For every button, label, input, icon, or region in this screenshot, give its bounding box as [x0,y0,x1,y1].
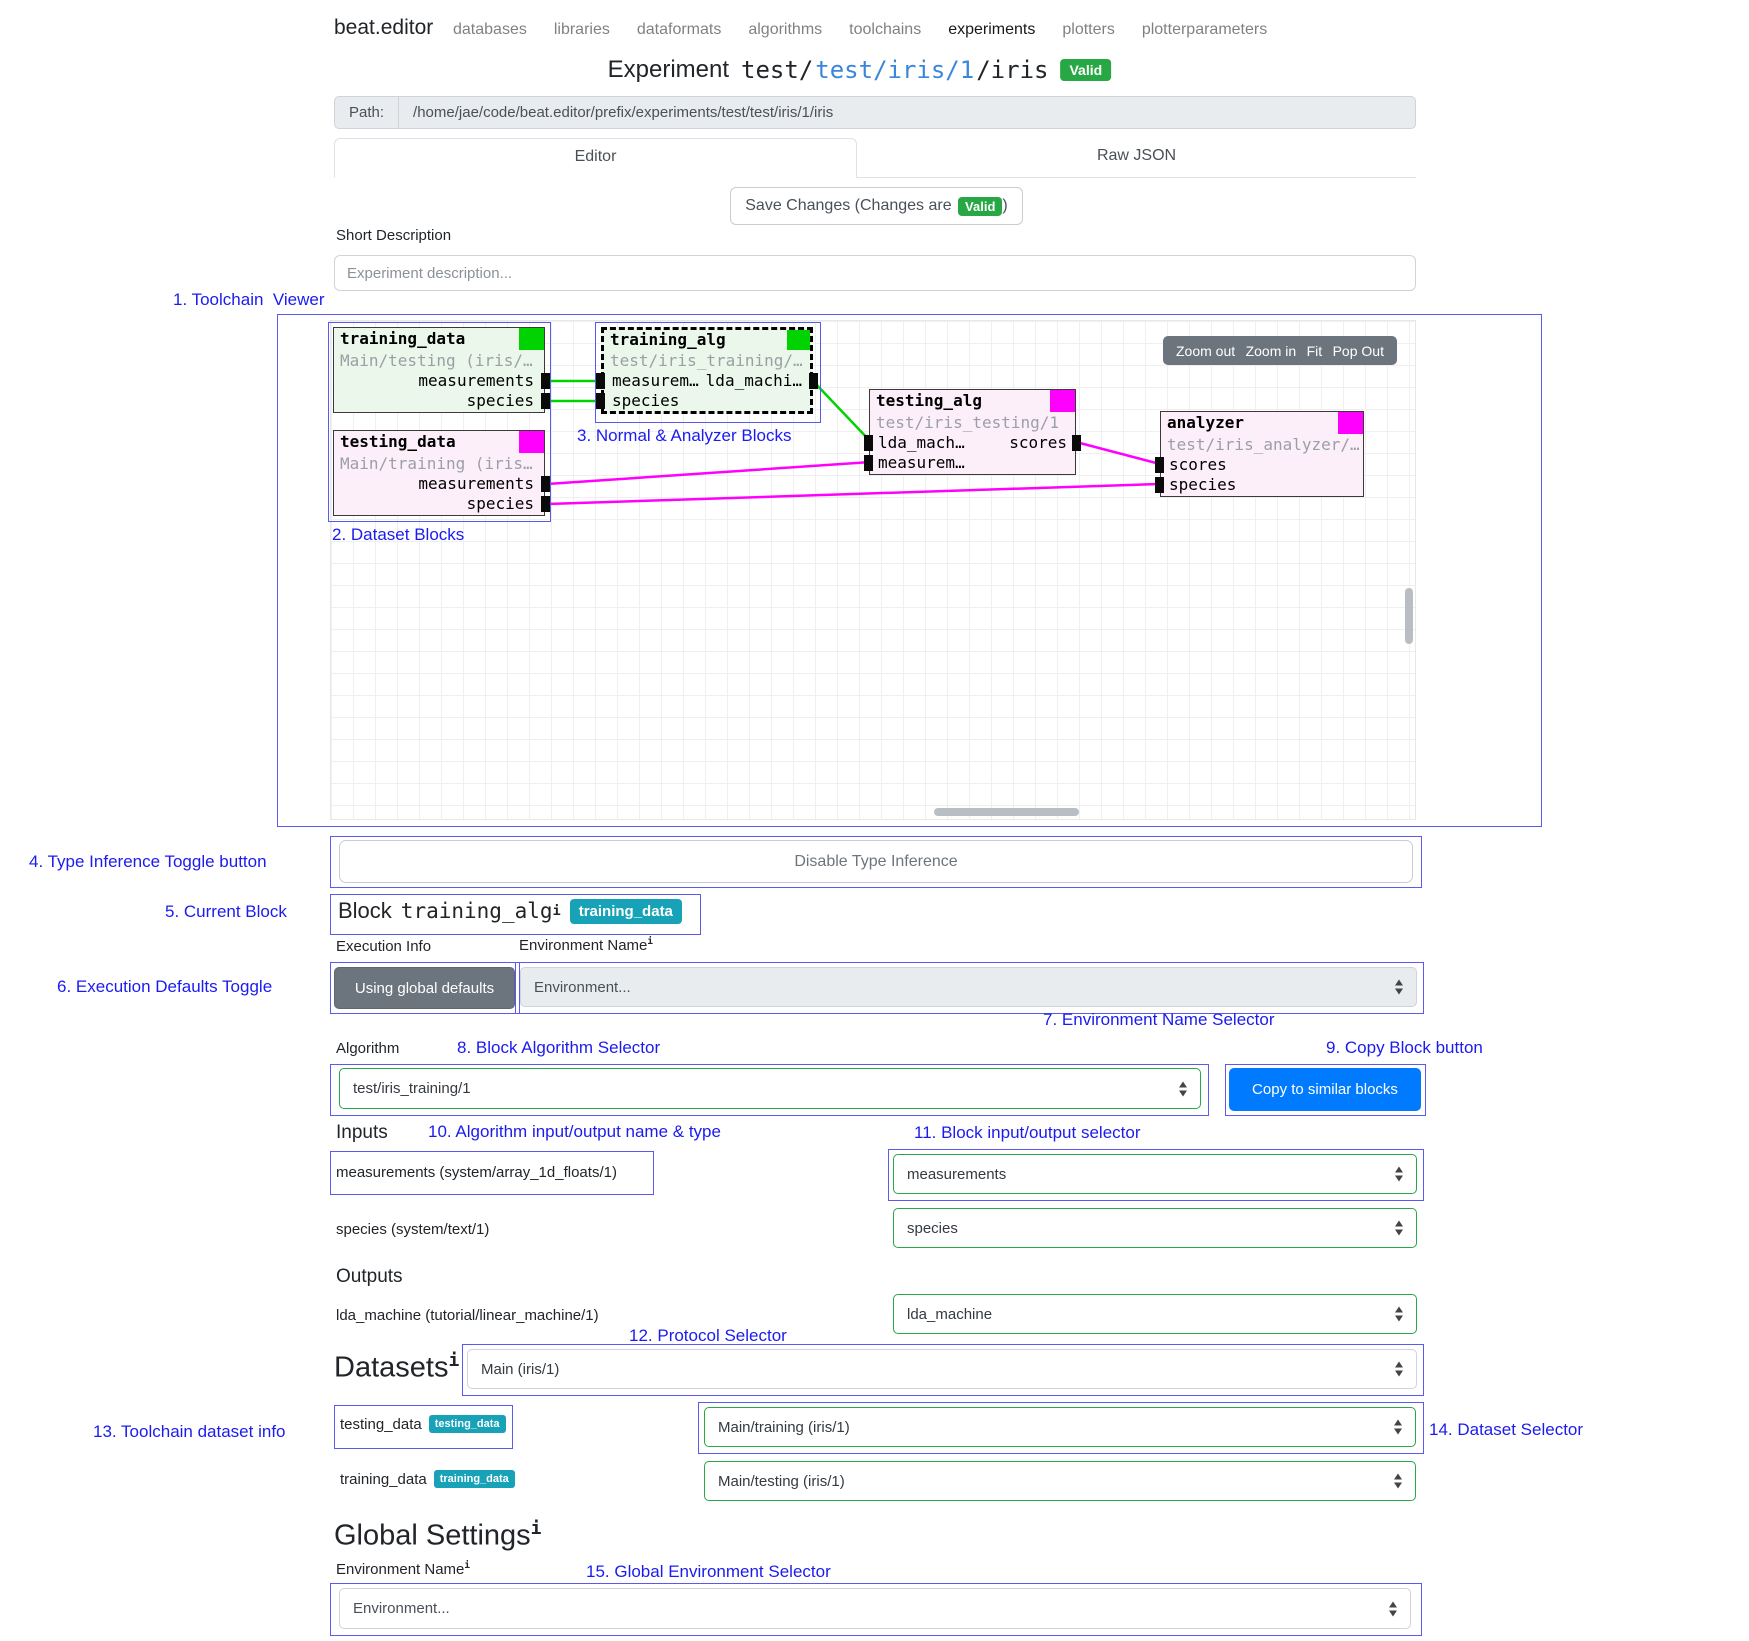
block-title: analyzer [1161,412,1363,434]
dataset-color-swatch [519,328,544,350]
dataset-select-testing-data[interactable] [704,1407,1416,1447]
annotation-current-block: 5. Current Block [165,902,287,921]
title-name-link[interactable]: test/iris/1 [815,56,975,84]
annotation-dataset-selector: 14. Dataset Selector [1429,1420,1584,1439]
output-port[interactable] [541,496,550,512]
output-select-value: lda_machine [907,1305,993,1323]
port-row [1161,475,1363,495]
annotation-toolchain-viewer: 1. Toolchain Viewer [173,290,325,309]
save-changes-text: Save Changes (Changes are [745,197,957,214]
block-training-data[interactable] [333,327,545,413]
block-subtitle: test/iris_testing/1 [876,413,1060,432]
input-select-species[interactable] [893,1208,1417,1248]
dataset-color-swatch [519,431,544,453]
info-marker: i [448,1350,460,1371]
dataset-select-training-data[interactable] [704,1461,1416,1501]
environment-name-label: Environment Name$^i$ [519,936,653,954]
environment-name-select[interactable] [520,967,1417,1007]
select-arrows-icon [1393,1473,1403,1490]
info-marker: i [464,1560,470,1571]
valid-badge: Valid [1060,59,1111,81]
port-label: scores [1009,433,1067,452]
brand-link[interactable]: beat.editor [334,16,434,39]
page-title [608,56,1112,84]
dataset-name: training_data [340,1470,427,1488]
pop-out-button[interactable]: Pop Out [1332,342,1384,359]
title-name-part3: /iris [976,56,1049,84]
current-block-heading [338,898,682,924]
port-label: measurem… [878,453,965,472]
port-row [604,391,810,411]
port-label: scores [1169,455,1227,474]
select-arrows-icon [1388,1600,1398,1617]
block-subtitle: Main/training (iris… [340,454,533,473]
save-changes-suffix: ) [1002,197,1008,214]
block-heading-word: Block [338,898,392,923]
input-port[interactable] [596,393,605,409]
info-marker: i [530,1518,542,1539]
title-name-part1: test/ [741,56,814,84]
annotation-execution-defaults: 6. Execution Defaults Toggle [57,977,273,996]
datasets-heading: Datasets$^i$ [334,1350,460,1384]
disable-type-inference-button[interactable]: Disable Type Inference [339,840,1413,883]
nav-algorithms[interactable]: algorithms [748,21,823,38]
block-title: training_alg [604,330,810,350]
annotation-environment-name-selector: 7. Environment Name Selector [1043,1010,1275,1029]
dataset-select-value: Main/training (iris/1) [718,1418,850,1436]
tab-raw-json[interactable]: Raw JSON [1096,147,1177,164]
execution-defaults-toggle[interactable]: Using global defaults [334,967,515,1009]
port-label: lda_machi… [705,371,802,390]
save-changes-button[interactable] [730,187,1023,225]
output-select-lda-machine[interactable] [893,1294,1417,1334]
algorithm-value: test/iris_training/1 [353,1080,471,1097]
output-port[interactable] [541,476,550,492]
block-testing-alg[interactable] [869,389,1076,475]
output-port[interactable] [1072,435,1081,451]
port-label: measurements [418,474,534,493]
annotation-block-algorithm-selector: 8. Block Algorithm Selector [457,1038,661,1057]
port-row [604,371,810,391]
nav-plotterparameters[interactable]: plotterparameters [1141,21,1268,38]
dataset-select-value: Main/testing (iris/1) [718,1472,845,1490]
nav-toolchains[interactable]: toolchains [849,21,922,38]
toolchain-canvas[interactable] [330,320,1416,820]
execution-info-label: Execution Info [336,938,432,955]
path-value: /home/jae/code/beat.editor/prefix/experiments/test/test/iris/1/iris [413,104,834,121]
input-name-type: species (system/text/1) [336,1221,490,1238]
block-training-alg[interactable] [601,327,813,414]
algorithm-color-swatch [1050,390,1075,412]
dataset-name: testing_data [340,1415,422,1433]
port-label: measurem… [612,371,699,390]
annotation-dataset-blocks: 2. Dataset Blocks [332,525,465,544]
save-valid-badge: Valid [958,197,1002,216]
dataset-row-training [340,1470,515,1488]
block-testing-data[interactable] [333,430,545,516]
dataset-row-testing [340,1415,506,1433]
annotation-toolchain-dataset-info: 13. Toolchain dataset info [93,1422,286,1441]
output-name-type: lda_machine (tutorial/linear_machine/1) [336,1307,599,1324]
dataset-badge: testing_data [429,1415,506,1433]
inputs-heading: Inputs [336,1122,388,1143]
port-row [334,474,544,494]
environment-name-value: Environment... [534,978,631,996]
copy-to-similar-blocks-button[interactable]: Copy to similar blocks [1229,1068,1421,1111]
block-title: testing_alg [870,390,1075,412]
path-label: Path: [335,97,399,128]
short-description-label: Short Description [336,227,452,244]
output-port[interactable] [541,393,550,409]
annotation-copy-block-button: 9. Copy Block button [1326,1038,1483,1057]
fit-button[interactable]: Fit [1306,342,1323,359]
protocol-value: Main (iris/1) [481,1360,560,1378]
input-select-value: species [907,1219,958,1237]
select-arrows-icon [1393,1419,1403,1436]
algorithm-label: Algorithm [336,1040,400,1057]
navbar [334,16,433,40]
port-label: lda_mach… [878,433,965,452]
select-arrows-icon [1178,1080,1188,1097]
port-label: measurements [418,371,534,390]
output-port[interactable] [809,373,818,389]
block-title: training_data [334,328,544,350]
select-arrows-icon [1394,1166,1404,1183]
dataset-badge: training_data [434,1470,515,1488]
input-name-type: measurements (system/array_1d_floats/1) [336,1164,617,1181]
select-arrows-icon [1394,1361,1404,1378]
block-analyzer[interactable] [1160,411,1364,497]
global-environment-select[interactable] [339,1588,1411,1629]
input-port[interactable] [596,373,605,389]
input-port[interactable] [1155,477,1164,493]
nav-plotters[interactable]: plotters [1062,21,1115,38]
port-row [334,494,544,514]
viewer-controls [1163,336,1397,365]
port-row [870,453,1075,473]
port-row [1161,455,1363,475]
nav-databases[interactable]: databases [453,21,527,38]
annotation-io-selector: 11. Block input/output selector [914,1123,1141,1142]
port-row [334,371,544,391]
nav-links [453,21,1267,39]
algorithm-select[interactable] [339,1068,1201,1109]
outputs-heading: Outputs [336,1266,403,1287]
port-label: species [466,494,534,513]
nav-experiments[interactable]: experiments [948,21,1036,38]
block-subtitle: test/iris_training/… [610,351,803,370]
protocol-select[interactable] [467,1349,1417,1389]
block-subtitle: Main/testing (iris/… [340,351,533,370]
annotation-normal-analyzer-blocks: 3. Normal & Analyzer Blocks [577,426,792,445]
horizontal-scrollbar[interactable] [934,808,1079,816]
annotation-io-name-type: 10. Algorithm input/output name & type [428,1122,721,1141]
port-row [334,391,544,411]
annotation-protocol-selector: 12. Protocol Selector [629,1326,787,1345]
port-label: species [466,391,534,410]
annotation-type-inference: 4. Type Inference Toggle button [29,852,267,871]
editor-tabs [334,138,1416,178]
select-arrows-icon [1394,979,1404,996]
vertical-scrollbar[interactable] [1405,588,1413,644]
zoom-out-button[interactable]: Zoom out [1176,342,1236,359]
description-input[interactable] [334,255,1416,291]
port-row [870,433,1075,453]
current-block-name: training_alg [400,899,553,923]
input-select-value: measurements [907,1165,1007,1183]
nav-libraries[interactable]: libraries [553,21,610,38]
path-bar [334,96,1416,129]
info-marker: i [552,903,561,919]
analyzer-color-swatch [1338,412,1363,434]
algorithm-color-swatch [787,330,810,350]
input-port[interactable] [864,455,873,471]
block-subtitle: test/iris_analyzer/… [1167,435,1360,454]
port-label: species [1169,475,1237,494]
input-select-measurements[interactable] [893,1154,1417,1194]
select-arrows-icon [1394,1306,1404,1323]
current-block-badge: training_data [570,899,682,924]
global-environment-name-label: Environment Name$^i$ [336,1560,470,1578]
tab-editor[interactable]: Editor [334,138,857,178]
zoom-in-button[interactable]: Zoom in [1245,342,1297,359]
port-label: species [612,391,680,410]
title-prefix: Experiment [607,56,730,83]
output-port[interactable] [541,373,550,389]
block-title: testing_data [334,431,544,453]
global-settings-heading: Global Settings$^i$ [334,1518,542,1552]
input-port[interactable] [1155,457,1164,473]
input-port[interactable] [864,435,873,451]
nav-dataformats[interactable]: dataformats [636,21,722,38]
info-marker: i [647,936,653,947]
annotation-global-environment-selector: 15. Global Environment Selector [586,1562,831,1581]
global-environment-value: Environment... [353,1600,450,1617]
select-arrows-icon [1394,1220,1404,1237]
